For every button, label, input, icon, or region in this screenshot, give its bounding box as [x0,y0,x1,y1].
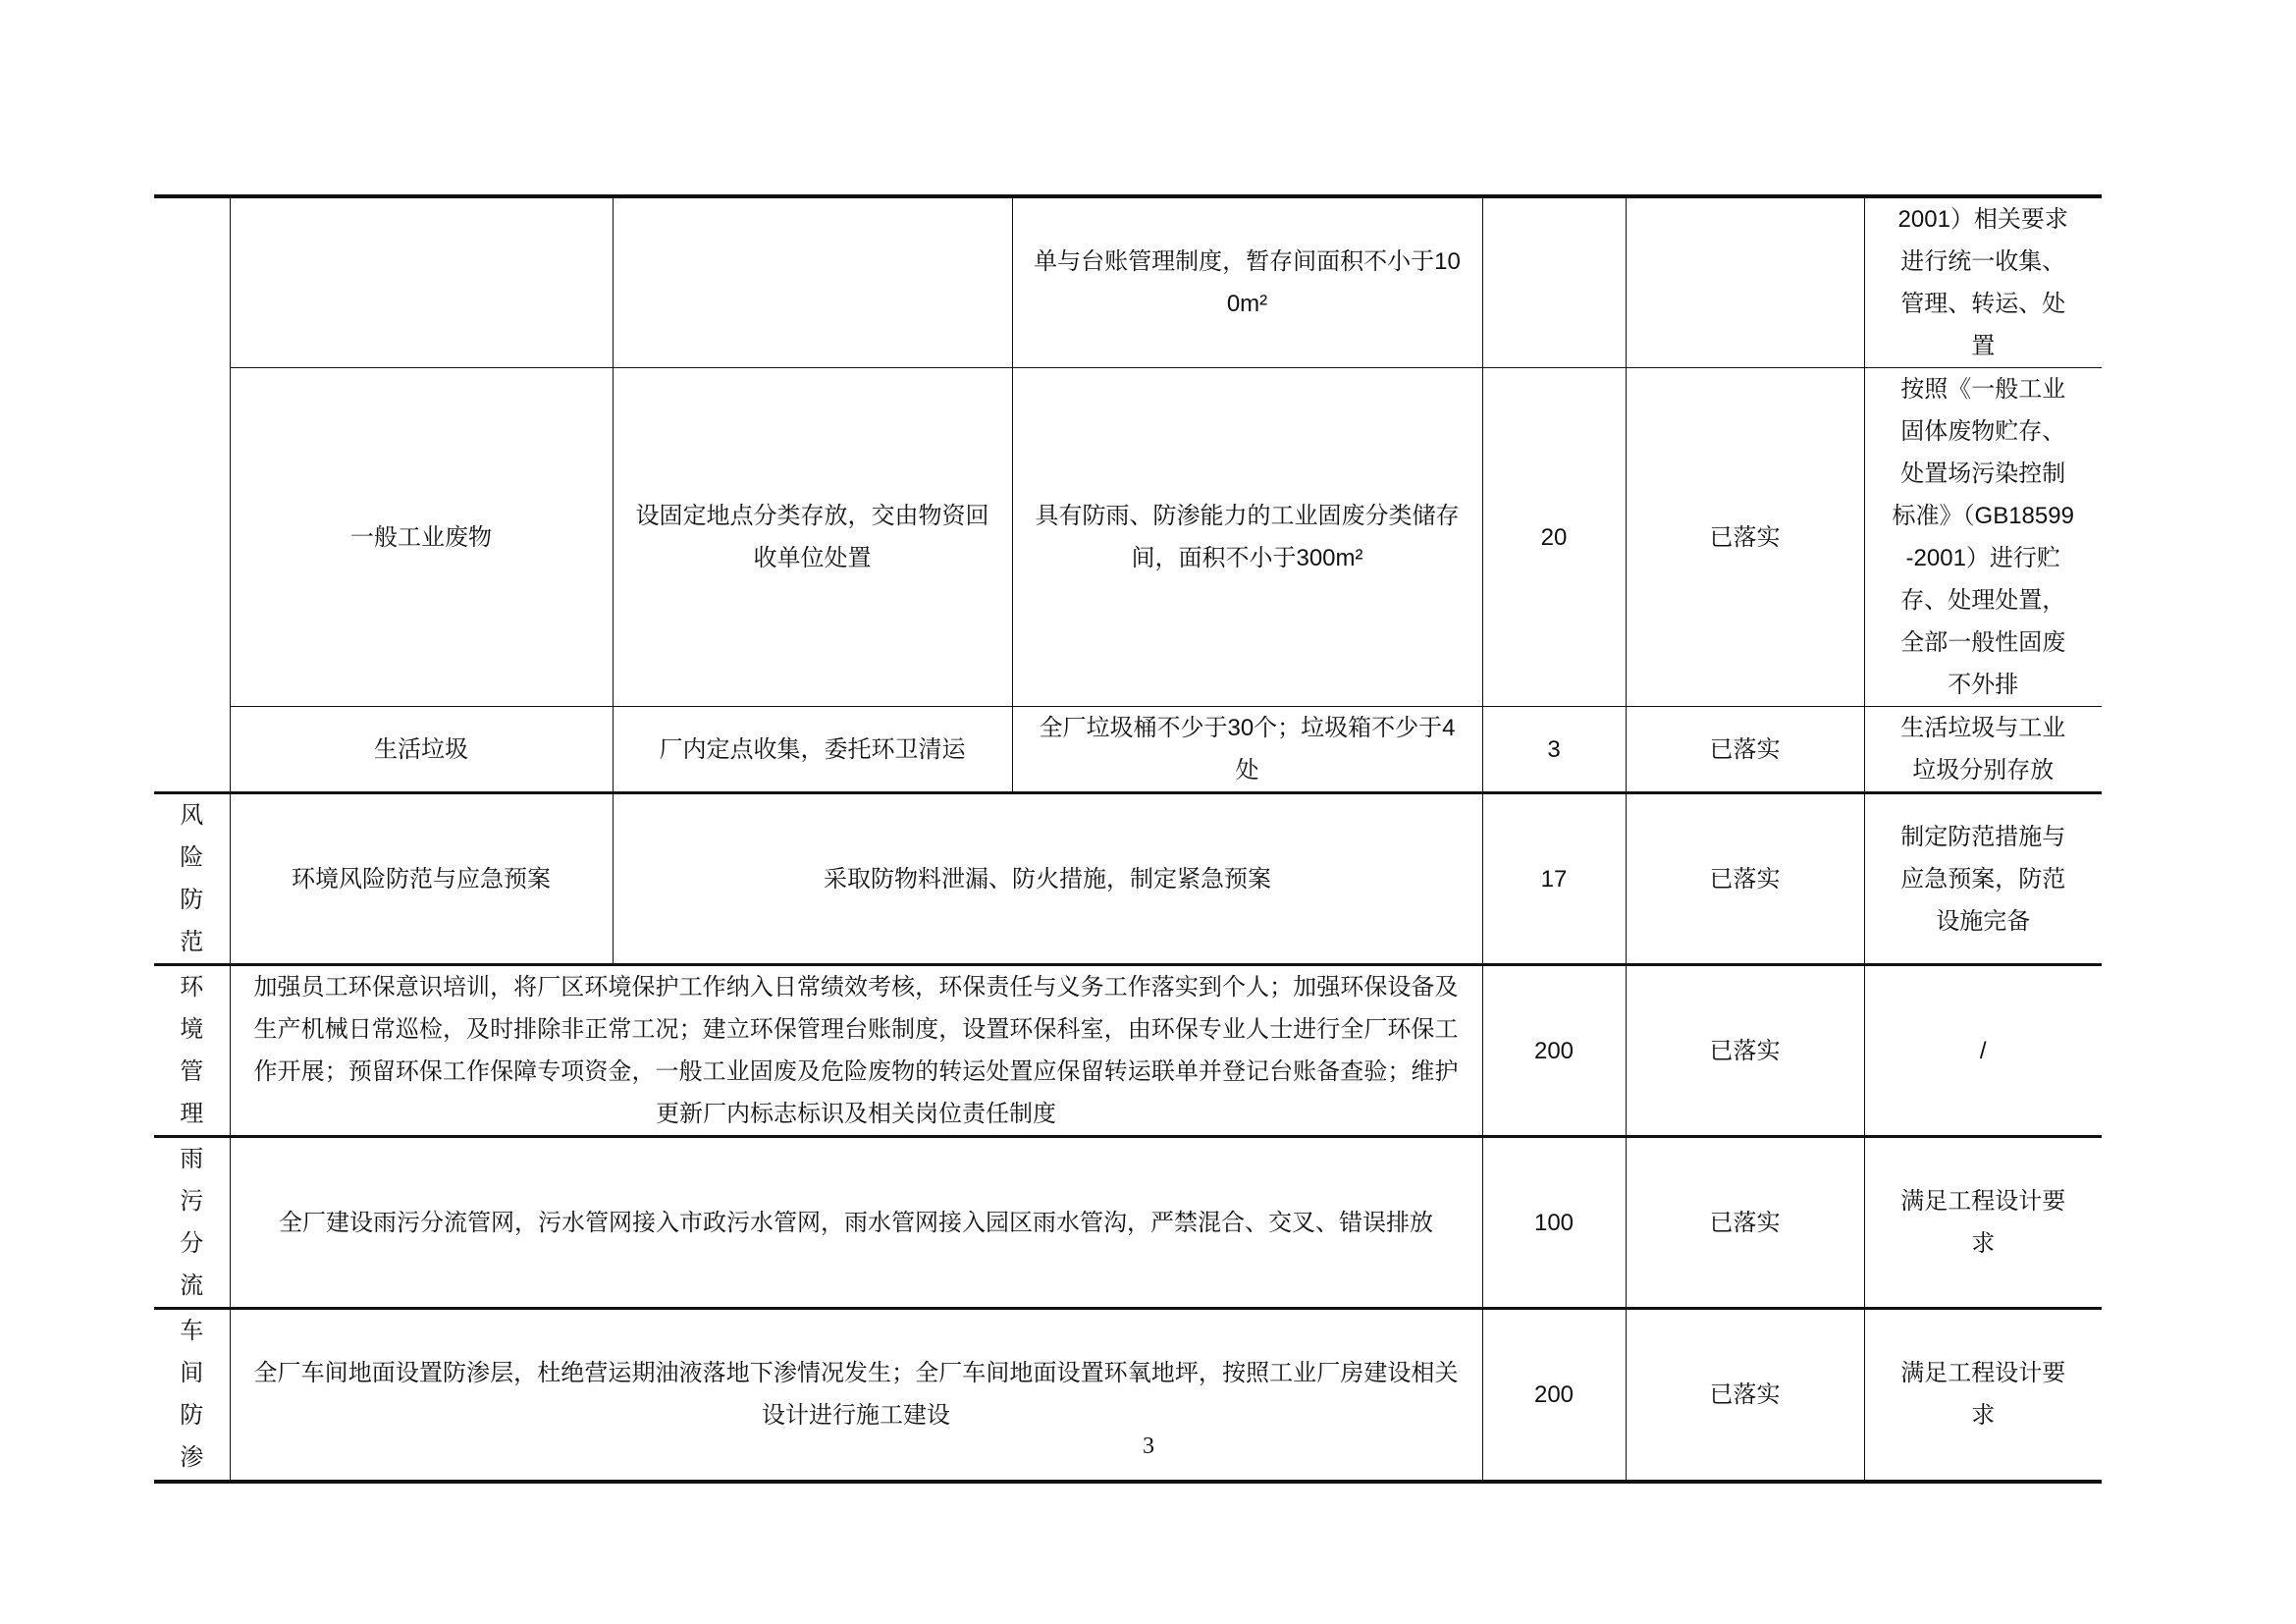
measure-cell: 厂内定点收集，委托环卫清运 [613,707,1012,793]
note-cell: 按照《一般工业固体废物贮存、处置场污染控制标准》（GB18599-2001）进行贮存、处理处置，全部一般性固废不外排 [1864,368,2102,707]
status-cell: 已落实 [1626,707,1864,793]
requirement-cell: 全厂垃圾桶不少于30个；垃圾箱不少于4处 [1012,707,1482,793]
status-cell: 已落实 [1626,1137,1864,1309]
category-label: 环境管理 [180,974,204,1127]
investment-cell: 3 [1482,707,1626,793]
note-cell: 满足工程设计要求 [1864,1309,2102,1482]
measure-cell: 全厂建设雨污分流管网，污水管网接入市政污水管网，雨水管网接入园区雨水管沟，严禁混合、交叉、错误排放 [230,1137,1482,1309]
note-cell: 生活垃圾与工业垃圾分别存放 [1864,707,2102,793]
measure-cell: 加强员工环保意识培训，将厂区环境保护工作纳入日常绩效考核，环保责任与义务工作落实到个人；加强环保设备及生产机械日常巡检，及时排除非正常工况；建立环保管理台账制度，设置环保科室，由环保专业人士进行全厂环保工作开展；预留环保工作保障专项资金，一般工业固废及危险废物的转运处置应保留转运联单并登记台账备查验；维护更新厂内标志标识及相关岗位责任制度 [230,965,1482,1137]
requirement-cell: 具有防雨、防渗能力的工业固废分类储存间，面积不小于300m² [1012,368,1482,707]
note-cell: 满足工程设计要求 [1864,1137,2102,1309]
status-cell: 已落实 [1626,793,1864,965]
table-row [154,368,2102,707]
investment-cell: 200 [1482,1309,1626,1482]
status-cell: 已落实 [1626,1309,1864,1482]
page-number: 3 [1143,1434,1154,1459]
requirement-cell: 单与台账管理制度，暂存间面积不小于100m² [1012,196,1482,368]
category-cell-empty [154,196,230,793]
environmental-measures-table [154,194,2102,1484]
item-cell: 环境风险防范与应急预案 [230,793,613,965]
investment-cell: 100 [1482,1137,1626,1309]
table-row [154,1309,2102,1482]
measure-cell [613,196,1012,368]
measure-cell: 设固定地点分类存放，交由物资回收单位处置 [613,368,1012,707]
item-cell: 生活垃圾 [230,707,613,793]
table-row [154,707,2102,793]
category-label: 雨污分流 [180,1146,204,1299]
category-label: 风险防范 [180,802,204,955]
note-cell: 制定防范措施与应急预案，防范设施完备 [1864,793,2102,965]
measure-cell: 全厂车间地面设置防渗层，杜绝营运期油液落地下渗情况发生；全厂车间地面设置环氧地坪，按照工业厂房建设相关设计进行施工建设 [230,1309,1482,1482]
status-cell: 已落实 [1626,368,1864,707]
investment-cell [1482,196,1626,368]
note-cell: 2001）相关要求进行统一收集、管理、转运、处置 [1864,196,2102,368]
investment-cell: 200 [1482,965,1626,1137]
status-cell [1626,196,1864,368]
category-cell [154,793,230,965]
table-row [154,196,2102,368]
status-cell: 已落实 [1626,965,1864,1137]
measure-cell: 采取防物料泄漏、防火措施，制定紧急预案 [613,793,1482,965]
item-cell: 一般工业废物 [230,368,613,707]
table-row [154,1137,2102,1309]
category-label: 车间防渗 [180,1318,204,1472]
table-row [154,965,2102,1137]
category-cell [154,965,230,1137]
table-row [154,793,2102,965]
note-cell: / [1864,965,2102,1137]
investment-cell: 20 [1482,368,1626,707]
category-cell [154,1137,230,1309]
investment-cell: 17 [1482,793,1626,965]
category-cell [154,1309,230,1482]
item-cell [230,196,613,368]
